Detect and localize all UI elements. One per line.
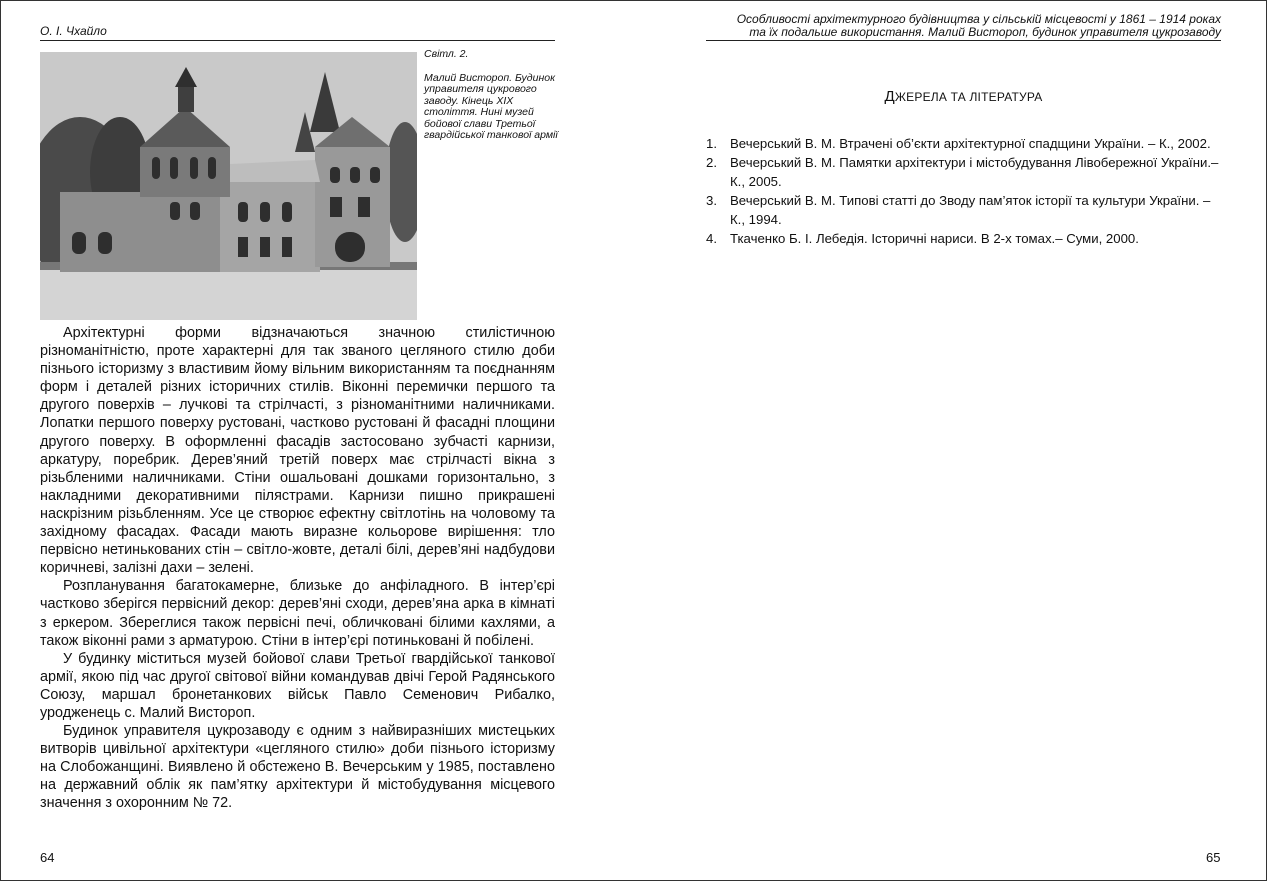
left-page bbox=[1, 1, 633, 880]
section-title-initial: Д bbox=[884, 88, 895, 105]
photo-caption bbox=[424, 49, 559, 142]
reference-item bbox=[706, 153, 1221, 191]
paragraph: У будинку міститься музей бойової слави Третьої гвардійської танкової армії, якою під час другої світової війни командував двічі Герой Радянського Союзу, маршал бронетанкових військ Павло Семенович Рибалко, уродженець с. Малий Вистороп. bbox=[40, 650, 555, 721]
body-text bbox=[40, 324, 555, 813]
reference-number: 4. bbox=[706, 231, 717, 246]
page-number-left: 64 bbox=[40, 850, 55, 865]
caption-text: Малий Вистороп. Будинок управителя цукрового заводу. Кінець XIX століття. Нині музей бойової слави Третьої гвардійської танкової армії bbox=[424, 71, 558, 141]
right-page bbox=[634, 1, 1266, 880]
paragraph: Будинок управителя цукрозаводу є одним з найвиразніших мистецьких витворів цивільної архітектури «цегляного стилю» доби пізнього історизму на Слобожанщині. Виявлено й обстежено В. Вечерським у 1985, поставлено на державний облік як пам’ятку архітектури й містобудування місцевого значення з охоронним № 72. bbox=[40, 723, 555, 812]
reference-text: Вечерський В. М. Типові статті до Зводу пам’яток історії та культури України. – К., 1994. bbox=[730, 193, 1211, 227]
caption-number: Світл. 2. bbox=[424, 48, 469, 60]
reference-text: Вечерський В. М. Втрачені об’єкти архітектурної спадщини України. – К., 2002. bbox=[730, 136, 1211, 151]
page-number-right: 65 bbox=[1206, 850, 1221, 865]
paragraph: Розпланування багатокамерне, близьке до анфіладного. В інтер’єрі частково зберігся первісний декор: дерев’яні сходи, дерев’яна арка в кімнаті з еркером. Збереглися також первісні печі, обличковані білими кахлями, а також віконні рами з арматурою. Стіни в інтер’єрі потиньковані й побілені. bbox=[40, 578, 555, 649]
reference-number: 3. bbox=[706, 193, 717, 208]
running-head-title bbox=[706, 13, 1221, 41]
paragraph: Архітектурні форми відзначаються значною стилістичною різноманітністю, проте характерні для так званого цегляного стилю доби пізнього історизму з властивим йому вільним використанням та поєднанням форм і деталей різних історичних стилів. Віконні перемички першого та другого поверхів – лучкові та стрілчасті, з різноманітними наличниками. Лопатки першого поверху рустовані, частково рустовані й фасадні площини другого поверху. В оформленні фасадів застосовано зубчасті карнизи, аркатуру, поребрик. Дерев’яний третій поверх має стрілчасті вікна з різьбленими наличниками. Стіни ошальовані дошками горизонтально, з накладними декоративними пілястрами. Карнизи пишно прикрашені наскрізним різьбленням. Усе це створює ефектну світлотінь на чоловому та західному фасадах. Фасади мають виразне кольорове вирішення: тло первісно нетинькованих стін – світло-жовте, деталі білі, дерев’яні надбудови коричневі, залізні дахи – зелені. bbox=[40, 325, 555, 577]
reference-item bbox=[706, 134, 1221, 153]
running-head-line-2: та їх подальше використання. Малий Вистороп, будинок управителя цукрозаводу bbox=[749, 25, 1221, 39]
reference-text: Вечерський В. М. Памятки архітектури і містобудування Лівобережної України.– К., 2005. bbox=[730, 155, 1219, 189]
reference-number: 2. bbox=[706, 155, 717, 170]
reference-item bbox=[706, 229, 1221, 248]
building-illustration bbox=[40, 52, 417, 320]
running-head-author: О. І. Чхайло bbox=[40, 25, 555, 41]
section-title bbox=[706, 88, 1221, 105]
section-title-rest: ЖЕРЕЛА ТА ЛІТЕРАТУРА bbox=[894, 90, 1043, 104]
building-photo bbox=[40, 52, 417, 320]
reference-number: 1. bbox=[706, 136, 717, 151]
running-head-line-1: Особливості архітектурного будівництва у сільській місцевості у 1861 – 1914 роках bbox=[736, 12, 1221, 26]
references-list bbox=[706, 134, 1221, 248]
reference-item bbox=[706, 191, 1221, 229]
reference-text: Ткаченко Б. І. Лебедія. Історичні нариси. В 2-х томах.– Суми, 2000. bbox=[730, 231, 1139, 246]
